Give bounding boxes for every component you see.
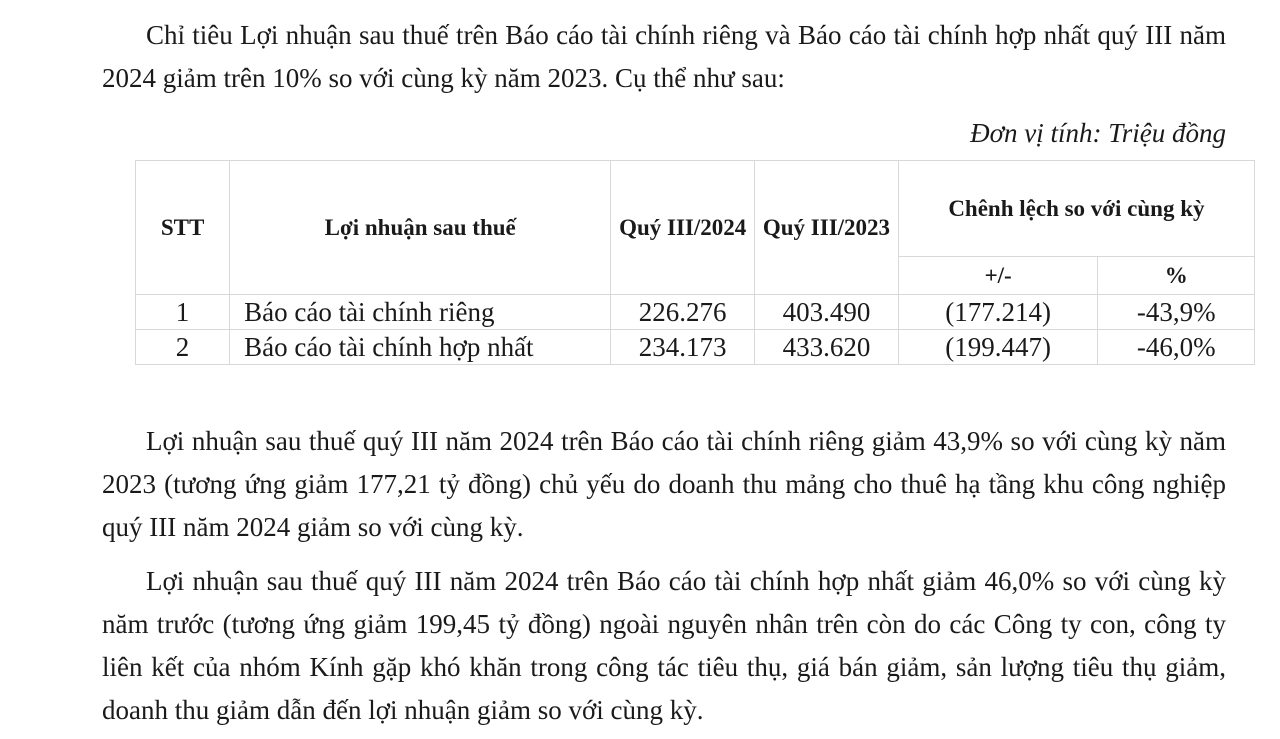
row-q3-2023: 433.620 — [755, 330, 899, 365]
header-q3-2023: Quý III/2023 — [755, 161, 899, 295]
header-diff-pct: % — [1098, 257, 1255, 295]
row-stt: 1 — [136, 295, 230, 330]
header-profit: Lợi nhuận sau thuế — [230, 161, 611, 295]
row-diff: (177.214) — [898, 295, 1098, 330]
row-q3-2024: 234.173 — [611, 330, 755, 365]
row-stt: 2 — [136, 330, 230, 365]
row-pct: -43,9% — [1098, 295, 1255, 330]
row-name: Báo cáo tài chính hợp nhất — [230, 330, 611, 365]
table-row — [136, 295, 1255, 330]
row-pct: -46,0% — [1098, 330, 1255, 365]
header-q3-2024: Quý III/2024 — [611, 161, 755, 295]
table-row — [136, 330, 1255, 365]
separate-statement-paragraph: Lợi nhuận sau thuế quý III năm 2024 trên Báo cáo tài chính riêng giảm 43,9% so với cùng kỳ năm 2023 (tương ứng giảm 177,21 tỷ đồng) chủ yếu do doanh thu mảng cho thuê hạ tầng khu công nghiệp quý III năm 2024 giảm so với cùng kỳ. — [102, 426, 1226, 542]
profit-table — [135, 160, 1255, 365]
row-diff: (199.447) — [898, 330, 1098, 365]
intro-paragraph: Chỉ tiêu Lợi nhuận sau thuế trên Báo cáo tài chính riêng và Báo cáo tài chính hợp nhất quý III năm 2024 giảm trên 10% so với cùng kỳ năm 2023. Cụ thể như sau: — [102, 20, 1226, 93]
header-diff-abs: +/- — [898, 257, 1098, 295]
row-q3-2024: 226.276 — [611, 295, 755, 330]
consolidated-statement-paragraph: Lợi nhuận sau thuế quý III năm 2024 trên Báo cáo tài chính hợp nhất giảm 46,0% so với cùng kỳ năm trước (tương ứng giảm 199,45 tỷ đồng) ngoài nguyên nhân trên còn do các Công ty con, công ty liên kết của nhóm Kính gặp khó khăn trong công tác tiêu thụ, giá bán giảm, sản lượng tiêu thụ giảm, doanh thu giảm dẫn đến lợi nhuận giảm so với cùng kỳ. — [102, 566, 1226, 725]
row-q3-2023: 403.490 — [755, 295, 899, 330]
unit-note: Đơn vị tính: Triệu đồng — [970, 118, 1226, 148]
header-difference: Chênh lệch so với cùng kỳ — [898, 161, 1254, 257]
row-name: Báo cáo tài chính riêng — [230, 295, 611, 330]
header-stt: STT — [136, 161, 230, 295]
